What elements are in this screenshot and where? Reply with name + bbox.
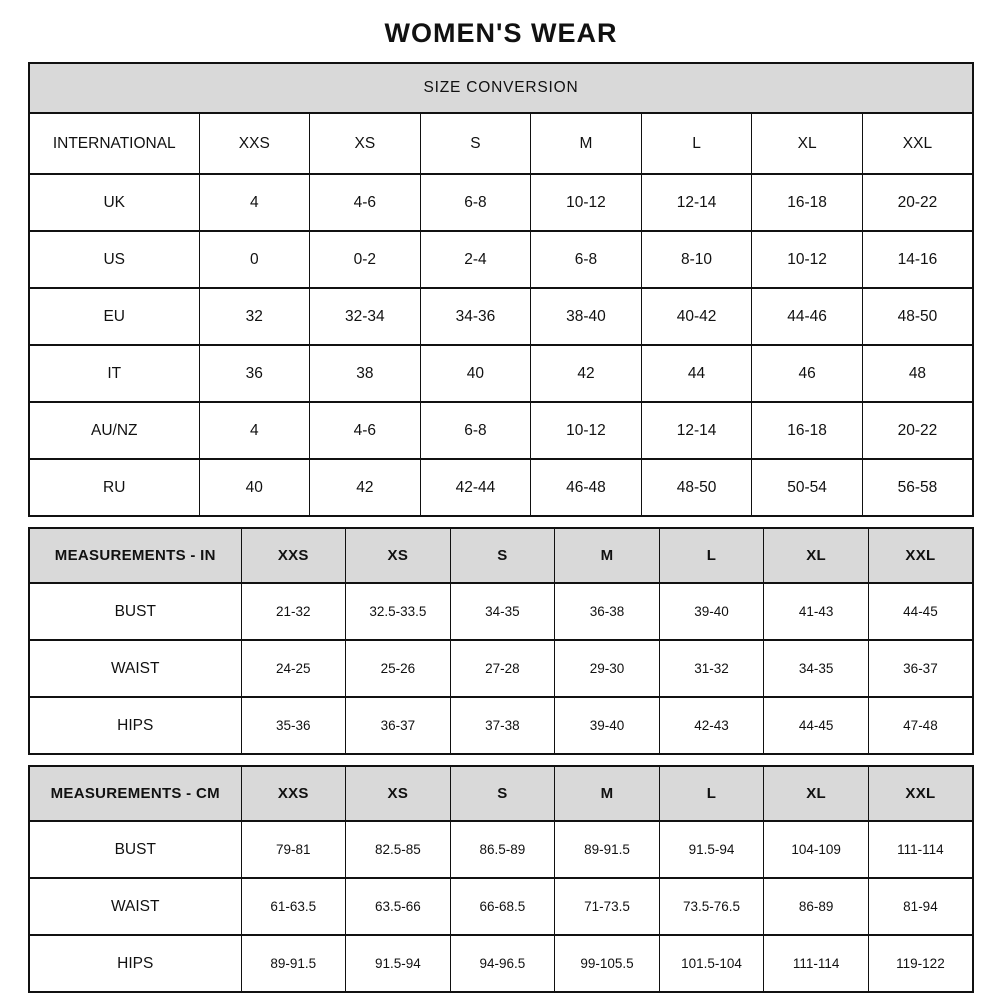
value-cell: 38-40 (531, 288, 642, 345)
value-cell: 24-25 (241, 640, 346, 697)
value-cell: 29-30 (555, 640, 660, 697)
column-header-cell: M (555, 528, 660, 583)
column-header-cell: L (659, 528, 764, 583)
value-cell: 10-12 (752, 231, 863, 288)
value-cell: 20-22 (862, 174, 973, 231)
value-cell: 39-40 (555, 697, 660, 754)
column-header-row (29, 113, 973, 174)
value-cell: 16-18 (752, 402, 863, 459)
column-header-cell: XL (752, 113, 863, 174)
column-header-cell: XL (764, 528, 869, 583)
value-cell: 12-14 (641, 402, 752, 459)
row-label-cell: BUST (29, 583, 241, 640)
value-cell: 48-50 (641, 459, 752, 516)
size-conversion-table (28, 62, 974, 517)
value-cell: 101.5-104 (659, 935, 764, 992)
value-cell: 73.5-76.5 (659, 878, 764, 935)
value-cell: 47-48 (868, 697, 973, 754)
row-label-cell: WAIST (29, 878, 241, 935)
value-cell: 50-54 (752, 459, 863, 516)
column-header-cell: XS (346, 766, 451, 821)
value-cell: 91.5-94 (346, 935, 451, 992)
value-cell: 32 (199, 288, 310, 345)
value-cell: 40 (199, 459, 310, 516)
value-cell: 0 (199, 231, 310, 288)
column-header-cell: XXL (868, 528, 973, 583)
column-header-cell: S (420, 113, 531, 174)
table-row (29, 174, 973, 231)
measurements-in-table (28, 527, 974, 755)
page-title: WOMEN'S WEAR (384, 18, 618, 48)
table-row (29, 231, 973, 288)
table-row (29, 583, 973, 640)
value-cell: 94-96.5 (450, 935, 555, 992)
value-cell: 44-45 (868, 583, 973, 640)
value-cell: 71-73.5 (555, 878, 660, 935)
value-cell: 16-18 (752, 174, 863, 231)
table-row (29, 345, 973, 402)
value-cell: 38 (310, 345, 421, 402)
value-cell: 4 (199, 402, 310, 459)
value-cell: 27-28 (450, 640, 555, 697)
value-cell: 31-32 (659, 640, 764, 697)
value-cell: 48-50 (862, 288, 973, 345)
value-cell: 89-91.5 (555, 821, 660, 878)
column-header-cell: M (555, 766, 660, 821)
column-header-cell: XS (310, 113, 421, 174)
table-title-cell: MEASUREMENTS - CM (29, 766, 241, 821)
column-header-cell: XXS (241, 528, 346, 583)
value-cell: 0-2 (310, 231, 421, 288)
value-cell: 56-58 (862, 459, 973, 516)
column-header-cell: XS (346, 528, 451, 583)
value-cell: 82.5-85 (346, 821, 451, 878)
column-header-cell: XXS (199, 113, 310, 174)
value-cell: 61-63.5 (241, 878, 346, 935)
value-cell: 10-12 (531, 402, 642, 459)
value-cell: 32-34 (310, 288, 421, 345)
row-label-cell: HIPS (29, 935, 241, 992)
value-cell: 25-26 (346, 640, 451, 697)
value-cell: 35-36 (241, 697, 346, 754)
row-label-cell: BUST (29, 821, 241, 878)
value-cell: 20-22 (862, 402, 973, 459)
value-cell: 2-4 (420, 231, 531, 288)
column-header-cell: XL (764, 766, 869, 821)
value-cell: 4 (199, 174, 310, 231)
column-header-cell: L (641, 113, 752, 174)
column-header-cell: S (450, 766, 555, 821)
value-cell: 44-45 (764, 697, 869, 754)
value-cell: 42-43 (659, 697, 764, 754)
value-cell: 91.5-94 (659, 821, 764, 878)
value-cell: 41-43 (764, 583, 869, 640)
table-title-cell: SIZE CONVERSION (29, 63, 973, 113)
value-cell: 32.5-33.5 (346, 583, 451, 640)
table-row (29, 459, 973, 516)
value-cell: 36-37 (868, 640, 973, 697)
value-cell: 79-81 (241, 821, 346, 878)
value-cell: 36-37 (346, 697, 451, 754)
table-row (29, 402, 973, 459)
value-cell: 42 (531, 345, 642, 402)
value-cell: 119-122 (868, 935, 973, 992)
row-label-cell: EU (29, 288, 199, 345)
value-cell: 86.5-89 (450, 821, 555, 878)
column-header-cell: XXL (862, 113, 973, 174)
column-header-cell: M (531, 113, 642, 174)
value-cell: 6-8 (420, 402, 531, 459)
value-cell: 44-46 (752, 288, 863, 345)
value-cell: 66-68.5 (450, 878, 555, 935)
value-cell: 8-10 (641, 231, 752, 288)
value-cell: 10-12 (531, 174, 642, 231)
table-row (29, 821, 973, 878)
value-cell: 48 (862, 345, 973, 402)
value-cell: 111-114 (764, 935, 869, 992)
value-cell: 21-32 (241, 583, 346, 640)
value-cell: 46-48 (531, 459, 642, 516)
column-header-cell: XXS (241, 766, 346, 821)
table-row (29, 697, 973, 754)
column-header-cell: INTERNATIONAL (29, 113, 199, 174)
measurements-cm-table (28, 765, 974, 993)
value-cell: 34-35 (764, 640, 869, 697)
row-label-cell: UK (29, 174, 199, 231)
value-cell: 4-6 (310, 174, 421, 231)
value-cell: 12-14 (641, 174, 752, 231)
row-label-cell: RU (29, 459, 199, 516)
row-label-cell: AU/NZ (29, 402, 199, 459)
value-cell: 99-105.5 (555, 935, 660, 992)
table-row (29, 878, 973, 935)
value-cell: 39-40 (659, 583, 764, 640)
value-cell: 40 (420, 345, 531, 402)
value-cell: 111-114 (868, 821, 973, 878)
table-title-row (29, 63, 973, 113)
table-title-cell: MEASUREMENTS - IN (29, 528, 241, 583)
value-cell: 36-38 (555, 583, 660, 640)
value-cell: 6-8 (531, 231, 642, 288)
value-cell: 63.5-66 (346, 878, 451, 935)
column-header-cell: XXL (868, 766, 973, 821)
column-header-row (29, 766, 973, 821)
value-cell: 104-109 (764, 821, 869, 878)
column-header-cell: S (450, 528, 555, 583)
column-header-row (29, 528, 973, 583)
value-cell: 14-16 (862, 231, 973, 288)
value-cell: 81-94 (868, 878, 973, 935)
value-cell: 6-8 (420, 174, 531, 231)
table-row (29, 288, 973, 345)
row-label-cell: US (29, 231, 199, 288)
row-label-cell: WAIST (29, 640, 241, 697)
value-cell: 46 (752, 345, 863, 402)
value-cell: 36 (199, 345, 310, 402)
value-cell: 37-38 (450, 697, 555, 754)
table-row (29, 935, 973, 992)
row-label-cell: HIPS (29, 697, 241, 754)
column-header-cell: L (659, 766, 764, 821)
value-cell: 42-44 (420, 459, 531, 516)
value-cell: 40-42 (641, 288, 752, 345)
value-cell: 4-6 (310, 402, 421, 459)
value-cell: 42 (310, 459, 421, 516)
value-cell: 89-91.5 (241, 935, 346, 992)
value-cell: 86-89 (764, 878, 869, 935)
value-cell: 44 (641, 345, 752, 402)
value-cell: 34-35 (450, 583, 555, 640)
table-row (29, 640, 973, 697)
row-label-cell: IT (29, 345, 199, 402)
value-cell: 34-36 (420, 288, 531, 345)
